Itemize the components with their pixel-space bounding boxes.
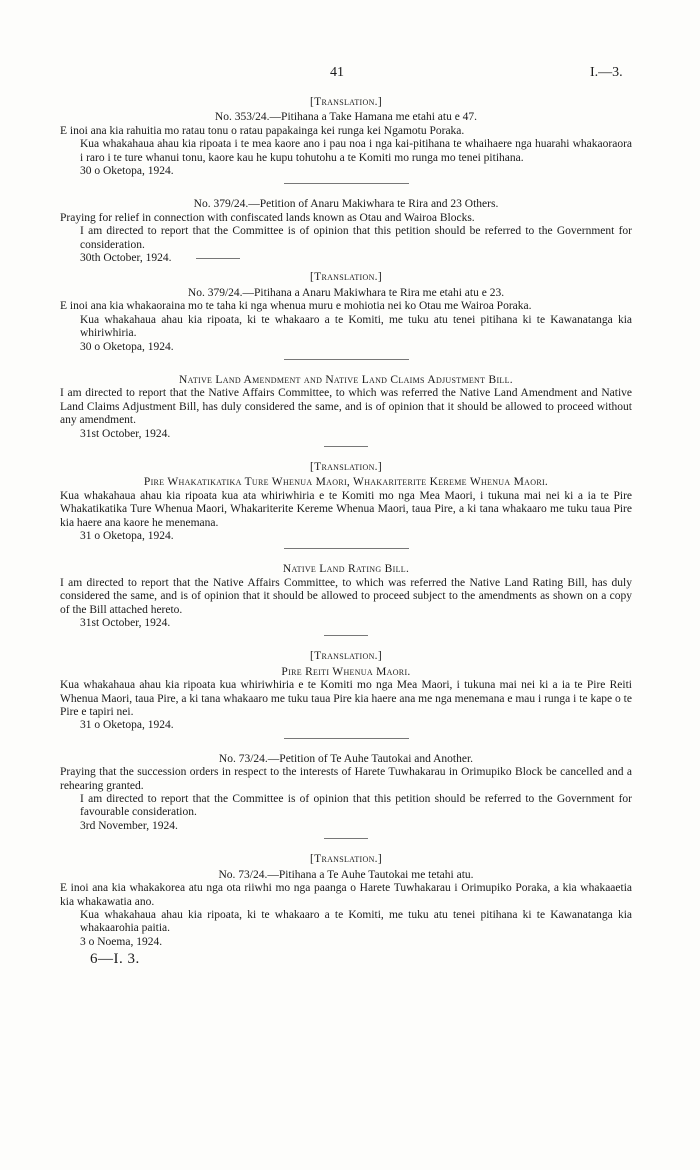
- translation-label: [Translation.]: [310, 853, 382, 866]
- paper-reference: I.—3.: [590, 65, 623, 80]
- prayer-paragraph: E inoi ana kia rahuitia mo ratau tonu o ratau papakainga kei runga kei Ngamotu Poraka.: [60, 124, 465, 137]
- report-paragraph: I am directed to report that the Native Affairs Committee, to which was referred the Native Land Amendment and Native Land Claims Adjustment Bill, has duly considered the same, and is of opinion that it should be allowed to proceed without any amendment.: [60, 387, 632, 427]
- report-paragraph: Kua whakahaua ahau kia ripoata, ki te whakaaro a te Komiti, me tuku atu tenei pitihana ki te Kawanatanga kia whiriwhiria.: [80, 313, 632, 340]
- report-date: 31st October, 1924.: [80, 617, 171, 629]
- section-title: No. 353/24.—Pitihana a Take Hamana me etahi atu e 47.: [214, 111, 478, 124]
- report-paragraph: I am directed to report that the Native Affairs Committee, to which was referred the Native Land Rating Bill, has duly considered the same, and is of opinion that it should be allowed to proceed subject to the amendments as shown on a copy of the Bill attached hereto.: [60, 576, 632, 616]
- section-divider: [284, 359, 409, 360]
- report-date: 30 o Oketopa, 1924.: [80, 165, 174, 178]
- section-divider: [284, 738, 409, 739]
- section-title: No. 379/24.—Petition of Anaru Makiwhara te Rira and 23 Others.: [193, 198, 499, 211]
- short-divider: [324, 838, 368, 839]
- document-body: [60, 96, 632, 967]
- report-date: 3 o Noema, 1924.: [80, 935, 163, 948]
- translation-label: [Translation.]: [310, 650, 382, 663]
- report-paragraph: Kua whakahaua ahau kia ripoata kua whiriwhiria e te Komiti mo nga Mea Maori, i tukuna mai nei ki a ia te Pire Reiti Whenua Maori, taua Pire, a ki tana whakaaro me tuku taua Pire kia haere ana me nga menemana e mau i runga i te kape o te Pire e tapiri nei.: [60, 679, 632, 719]
- section-divider: [284, 183, 409, 184]
- section-title: No. 73/24.—Pitihana a Te Auhe Tautokai me tetahi atu.: [218, 868, 474, 881]
- section-divider: [284, 548, 409, 549]
- section-title: Native Land Rating Bill.: [282, 563, 410, 576]
- short-divider: [196, 258, 240, 259]
- prayer-paragraph: Praying for relief in connection with confiscated lands known as Otau and Wairoa Blocks.: [60, 211, 475, 224]
- section-title: Native Land Amendment and Native Land Claims Adjustment Bill.: [179, 373, 513, 386]
- section-title: No. 73/24.—Petition of Te Auhe Tautokai and Another.: [218, 752, 474, 765]
- report-paragraph: I am directed to report that the Committee is of opinion that this petition should be referred to the Government for consideration.: [80, 225, 632, 251]
- report-paragraph: Kua whakahaua ahau kia ripoata kua ata whiriwhiria e te Komiti mo nga Mea Maori, i tukuna mai nei ki a ia te Pire Whakatikatika Ture Whenua Maori, Whakariterite Kereme Whenua Maori, taua Pire, a ki tana whakaaro me tuku taua Pire kia haere ana kaore he menemana.: [60, 489, 632, 529]
- prayer-paragraph: E inoi ana kia whakaoraina mo te taha ki nga whenua muru e mohiotia nei ko Otau me Wairoa Poraka.: [60, 300, 532, 313]
- translation-label: [Translation.]: [310, 271, 382, 284]
- report-date: 31 o Oketopa, 1924.: [80, 719, 174, 732]
- prayer-paragraph: E inoi ana kia whakakorea atu nga ota riiwhi mo nga paanga o Harete Tuwhakarau i Orimupiko Poraka, a kia whakaaetia kia whakawatia ano.: [60, 882, 632, 908]
- report-date: 31st October, 1924.: [80, 427, 171, 440]
- report-paragraph: Kua whakahaua ahau kia ripoata i te mea kaore ano i pau noa i nga kai-pitihana te whaihaere nga huarahi whakaoraora i raro i te ture whanui tonu, kaore kau he kupu tohutohu a te Komiti mo runga mo tenei pitihana.: [80, 138, 632, 164]
- prayer-paragraph: Praying that the succession orders in respect to the interests of Harete Tuwhakarau in Orimupiko Block be cancelled and a rehearing granted.: [60, 766, 632, 792]
- report-date: 3rd November, 1924.: [80, 819, 178, 832]
- section-title: Pire Whakatikatika Ture Whenua Maori, Whakariterite Kereme Whenua Maori.: [143, 476, 549, 489]
- report-paragraph: I am directed to report that the Committee is of opinion that this petition should be referred to the Government for favourable consideration.: [80, 793, 632, 819]
- report-paragraph: Kua whakahaua ahau kia ripoata, ki te whakaaro a te Komiti, me tuku atu tenei pitihana ki te Kawanatanga kia whakaarohia paitia.: [80, 908, 632, 935]
- section-title: No. 379/24.—Pitihana a Anaru Makiwhara te Rira me etahi atu e 23.: [187, 286, 505, 299]
- report-date: 30 o Oketopa, 1924.: [80, 340, 174, 353]
- short-divider: [324, 635, 368, 636]
- report-date: 31 o Oketopa, 1924.: [80, 529, 174, 542]
- translation-label: [Translation.]: [310, 460, 382, 473]
- section-title: Pire Reiti Whenua Maori.: [281, 665, 411, 678]
- report-date: 30th October, 1924.: [80, 252, 172, 265]
- signature-mark: 6—I. 3.: [90, 951, 140, 968]
- page-number: 41: [330, 65, 344, 80]
- short-divider: [324, 446, 368, 447]
- translation-label: [Translation.]: [310, 96, 382, 108]
